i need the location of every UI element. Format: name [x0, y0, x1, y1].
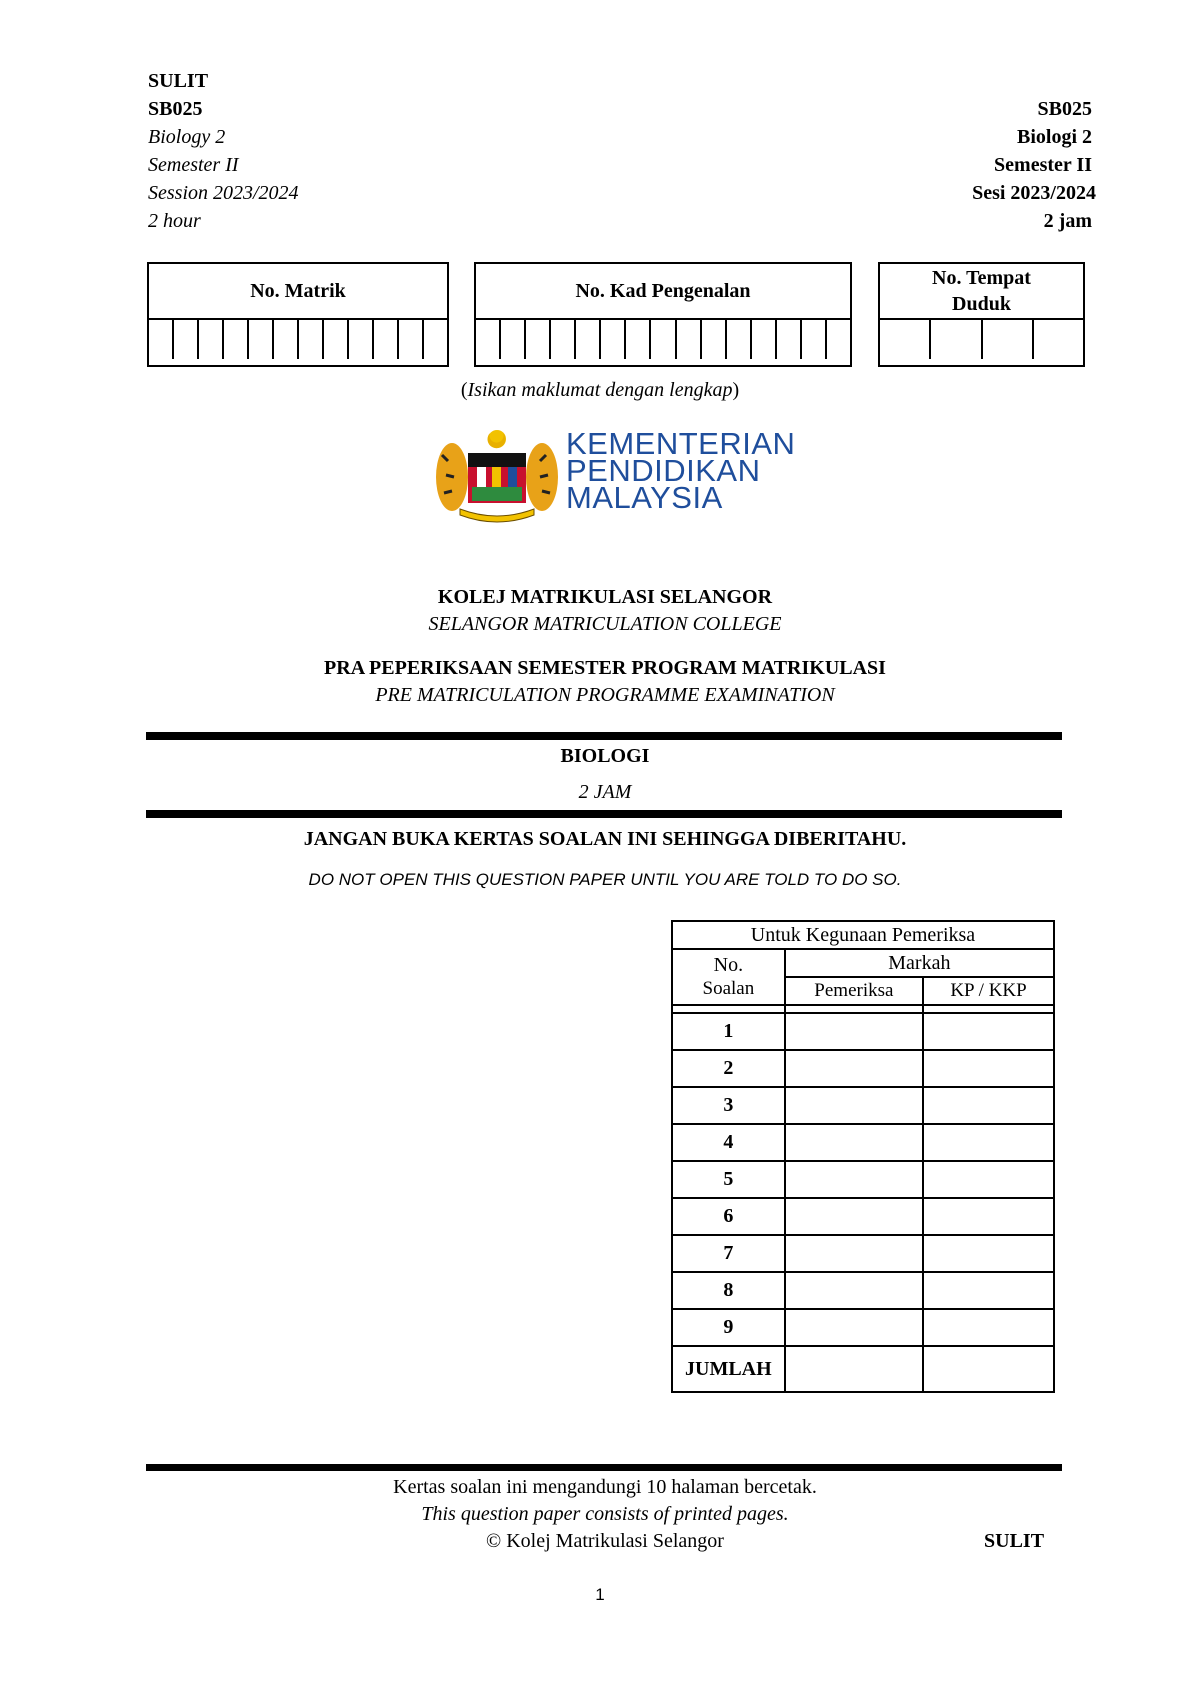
table-row	[672, 1013, 1054, 1050]
kp-mark-cell[interactable]	[923, 1309, 1054, 1346]
table-row	[672, 1272, 1054, 1309]
question-number: 2	[672, 1050, 785, 1087]
course-code: SB025	[148, 98, 203, 120]
marks-table-title: Untuk Kegunaan Pemeriksa	[672, 921, 1054, 949]
exam-title-ms: PRA PEPERIKSAAN SEMESTER PROGRAM MATRIKULASI	[324, 657, 886, 679]
seat-number-box[interactable]	[878, 262, 1085, 367]
kp-mark-cell[interactable]	[923, 1198, 1054, 1235]
total-row	[672, 1346, 1054, 1392]
ic-number-box[interactable]	[474, 262, 852, 367]
examiner-mark-cell[interactable]	[785, 1087, 923, 1124]
kp-total-cell[interactable]	[923, 1346, 1054, 1392]
ic-number-label: No. Kad Pengenalan	[476, 264, 850, 320]
table-row	[672, 1309, 1054, 1346]
divider-rule	[146, 732, 1062, 740]
ministry-line-2: PENDIDIKAN	[566, 453, 761, 488]
question-number: 5	[672, 1161, 785, 1198]
matric-number-label: No. Matrik	[149, 264, 447, 320]
examiner-header: Pemeriksa	[785, 977, 923, 1005]
examiner-total-cell[interactable]	[785, 1346, 923, 1392]
marks-header: Markah	[785, 949, 1054, 977]
table-row	[672, 1161, 1054, 1198]
warning-en: DO NOT OPEN THIS QUESTION PAPER UNTIL YOU ARE TOLD TO DO SO.	[308, 870, 902, 889]
copyright: © Kolej Matrikulasi Selangor	[486, 1530, 724, 1552]
page-count-en: This question paper consists of printed pages.	[421, 1503, 789, 1525]
kp-mark-cell[interactable]	[923, 1124, 1054, 1161]
page-count-ms: Kertas soalan ini mengandungi 10 halaman bercetak.	[393, 1476, 817, 1498]
seat-number-cells[interactable]	[880, 320, 1083, 359]
table-row	[672, 1235, 1054, 1272]
college-name-en: SELANGOR MATRICULATION COLLEGE	[428, 613, 782, 635]
question-number: 4	[672, 1124, 785, 1161]
table-row	[672, 1124, 1054, 1161]
course-code-ms: SB025	[1037, 98, 1092, 120]
confidential-label: SULIT	[148, 70, 209, 92]
examiner-mark-cell[interactable]	[785, 1309, 923, 1346]
question-number: 9	[672, 1309, 785, 1346]
kp-mark-cell[interactable]	[923, 1161, 1054, 1198]
ministry-line-3: MALAYSIA	[566, 480, 723, 515]
subject-ms: Biologi 2	[1016, 126, 1092, 148]
duration-en: 2 hour	[148, 210, 201, 232]
footer-rule	[146, 1464, 1062, 1471]
ic-number-cells[interactable]	[476, 320, 850, 359]
table-row	[672, 1050, 1054, 1087]
examiner-mark-cell[interactable]	[785, 1124, 923, 1161]
question-number: 1	[672, 1013, 785, 1050]
subject-en: Biology 2	[148, 126, 226, 148]
kp-mark-cell[interactable]	[923, 1050, 1054, 1087]
matric-number-cells[interactable]	[149, 320, 447, 359]
examiner-marks-table	[671, 920, 1055, 1393]
duration-ms: 2 jam	[1043, 210, 1092, 232]
seat-number-label: No. Tempat Duduk	[880, 264, 1083, 320]
page-number: 1	[595, 1585, 605, 1604]
malaysia-coat-of-arms-emblem	[432, 425, 562, 527]
examiner-mark-cell[interactable]	[785, 1161, 923, 1198]
question-number: 6	[672, 1198, 785, 1235]
paper-subject: BIOLOGI	[560, 745, 650, 767]
kp-mark-cell[interactable]	[923, 1013, 1054, 1050]
examiner-mark-cell[interactable]	[785, 1050, 923, 1087]
examiner-mark-cell[interactable]	[785, 1013, 923, 1050]
kp-mark-cell[interactable]	[923, 1087, 1054, 1124]
examiner-mark-cell[interactable]	[785, 1235, 923, 1272]
kp-mark-cell[interactable]	[923, 1272, 1054, 1309]
session-en: Session 2023/2024	[148, 182, 299, 204]
footer-confidential-label: SULIT	[984, 1530, 1045, 1552]
semester-en: Semester II	[148, 154, 239, 176]
matric-number-box[interactable]	[147, 262, 449, 367]
examiner-mark-cell[interactable]	[785, 1272, 923, 1309]
total-label: JUMLAH	[672, 1346, 785, 1392]
exam-title-en: PRE MATRICULATION PROGRAMME EXAMINATION	[375, 684, 835, 706]
ministry-wordmark	[566, 426, 796, 515]
paper-duration: 2 JAM	[578, 781, 632, 803]
semester-ms: Semester II	[994, 154, 1092, 176]
fill-instruction: (Isikan maklumat dengan lengkap)	[460, 379, 740, 401]
table-row	[672, 1087, 1054, 1124]
question-number-header: No. Soalan	[672, 949, 785, 1005]
warning-ms: JANGAN BUKA KERTAS SOALAN INI SEHINGGA DIBERITAHU.	[303, 828, 907, 850]
question-number: 8	[672, 1272, 785, 1309]
table-row	[672, 1198, 1054, 1235]
college-name-ms: KOLEJ MATRIKULASI SELANGOR	[437, 586, 773, 608]
session-ms: Sesi 2023/2024	[972, 182, 1096, 204]
kp-kkp-header: KP / KKP	[923, 977, 1054, 1005]
question-number: 3	[672, 1087, 785, 1124]
kp-mark-cell[interactable]	[923, 1235, 1054, 1272]
question-number: 7	[672, 1235, 785, 1272]
ministry-line-1: KEMENTERIAN	[566, 426, 796, 461]
examiner-mark-cell[interactable]	[785, 1198, 923, 1235]
divider-rule	[146, 810, 1062, 818]
